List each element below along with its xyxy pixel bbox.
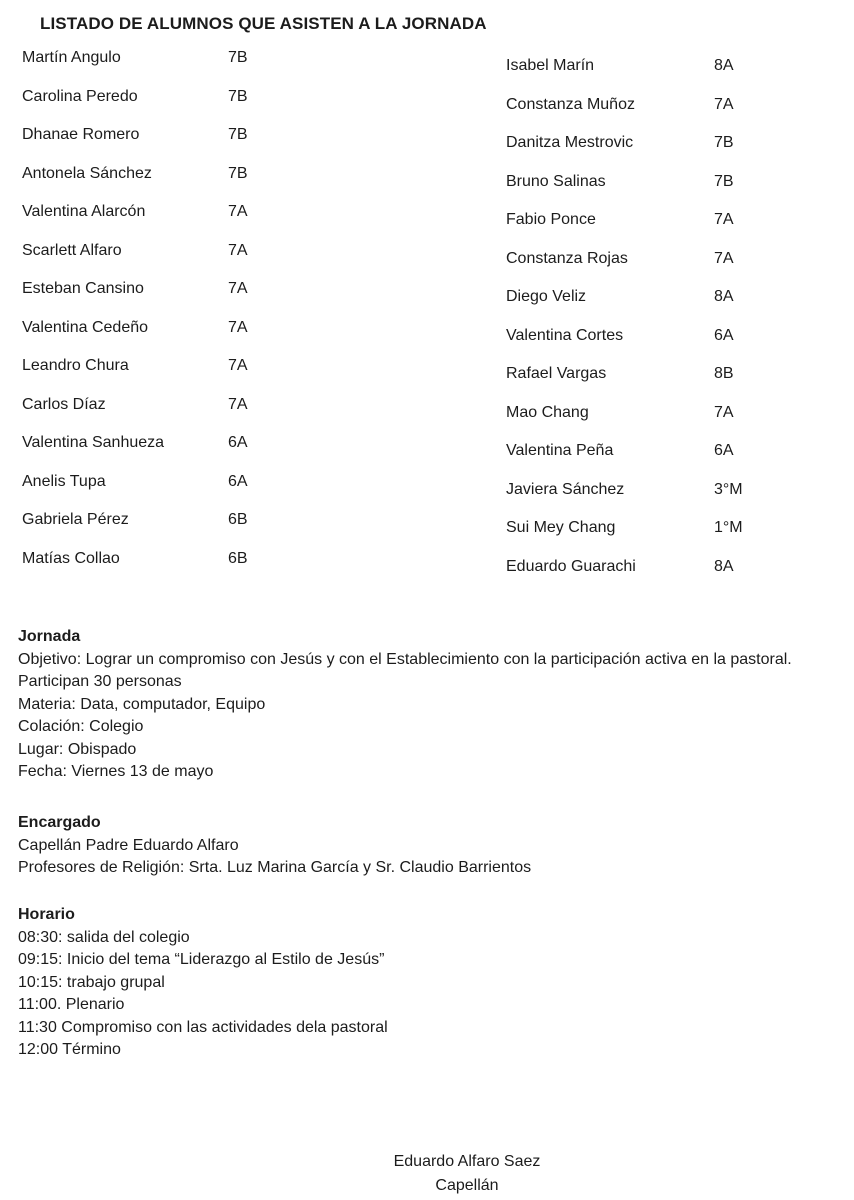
student-grade: 7A: [228, 241, 248, 259]
student-row: [22, 85, 322, 124]
horario-lines: [18, 927, 388, 1062]
student-grade: 6A: [228, 472, 248, 490]
student-row: [22, 354, 322, 393]
student-name: Valentina Cedeño: [22, 318, 149, 336]
student-name: Valentina Alarcón: [22, 203, 146, 220]
student-row: [22, 508, 322, 547]
signature-role: Capellán: [435, 1177, 499, 1194]
student-row: [22, 162, 322, 201]
student-grade: 7B: [228, 126, 248, 143]
student-name: Anelis Tupa: [22, 472, 106, 490]
student-name: Bruno Salinas: [506, 172, 606, 190]
student-grade: 3°M: [714, 480, 743, 498]
jornada-line: Participan 30 personas: [18, 673, 182, 690]
student-row: [506, 401, 806, 440]
student-grade: 1°M: [714, 519, 743, 536]
document-title: LISTADO DE ALUMNOS QUE ASISTEN A LA JORNADA: [40, 14, 487, 33]
student-name: Eduardo Guarachi: [506, 557, 636, 575]
encargado-line: Profesores de Religión: Srta. Luz Marina García y Sr. Claudio Barrientos: [18, 859, 532, 876]
student-grade: 7B: [228, 49, 248, 66]
student-grade: 7B: [714, 172, 734, 190]
student-name: Leandro Chura: [22, 357, 129, 374]
student-row: [22, 393, 322, 432]
student-row: [22, 277, 322, 316]
student-name: Valentina Peña: [506, 442, 614, 459]
horario-line: 10:15: trabajo grupal: [18, 973, 165, 991]
student-grade: 7B: [228, 164, 248, 182]
jornada-line: Colación: Colegio: [18, 718, 144, 735]
horario-line: 11:30 Compromiso con las actividades dela pastoral: [18, 1018, 388, 1036]
student-grade: 7A: [228, 203, 248, 220]
jornada-heading: Jornada: [18, 628, 81, 645]
student-row: [506, 439, 806, 478]
signature-block: [0, 1150, 854, 1198]
student-name: Valentina Cortes: [506, 326, 624, 344]
student-grade: 7A: [714, 95, 734, 113]
student-grade: 7B: [228, 87, 248, 105]
student-grade: 6B: [228, 549, 248, 567]
jornada-line: Lugar: Obispado: [18, 740, 137, 758]
jornada-section: [18, 626, 792, 784]
student-name: Javiera Sánchez: [506, 480, 625, 498]
student-list-right: [506, 54, 806, 593]
student-row: [22, 46, 322, 85]
student-row: [506, 478, 806, 517]
student-name: Esteban Cansino: [22, 280, 144, 297]
horario-line: 11:00. Plenario: [18, 996, 125, 1013]
student-row: [506, 555, 806, 594]
student-name: Constanza Rojas: [506, 249, 628, 267]
horario-section: [18, 904, 388, 1062]
student-row: [22, 316, 322, 355]
student-row: [22, 123, 322, 162]
student-grade: 8A: [714, 288, 734, 305]
student-grade: 7A: [228, 318, 248, 336]
student-row: [506, 247, 806, 286]
student-grade: 7A: [228, 395, 248, 413]
student-row: [506, 170, 806, 209]
encargado-lines: [18, 835, 531, 880]
student-grade: 7A: [714, 211, 734, 228]
student-name: Matías Collao: [22, 549, 120, 567]
student-name: Carlos Díaz: [22, 395, 106, 413]
student-row: [506, 93, 806, 132]
student-grade: 8B: [714, 365, 734, 382]
student-name: Mao Chang: [506, 403, 589, 421]
student-grade: 6A: [714, 442, 734, 459]
jornada-line: Objetivo: Lograr un compromiso con Jesús y con el Establecimiento con la participación activa en la pastoral.: [18, 650, 792, 668]
student-name: Constanza Muñoz: [506, 95, 635, 113]
student-name: Isabel Marín: [506, 57, 595, 74]
student-row: [22, 431, 322, 470]
student-row: [506, 516, 806, 555]
encargado-heading: Encargado: [18, 814, 101, 831]
student-grade: 6A: [228, 434, 248, 451]
student-list-left: [22, 46, 322, 585]
student-grade: 7A: [714, 403, 734, 421]
student-grade: 7A: [714, 249, 734, 267]
horario-line: 08:30: salida del colegio: [18, 928, 190, 946]
student-grade: 8A: [714, 557, 734, 575]
student-name: Diego Veliz: [506, 288, 587, 305]
student-name: Rafael Vargas: [506, 365, 607, 382]
student-row: [506, 362, 806, 401]
horario-heading: Horario: [18, 906, 75, 923]
jornada-line: Fecha: Viernes 13 de mayo: [18, 763, 214, 780]
student-grade: 7A: [228, 280, 248, 297]
student-row: [22, 547, 322, 586]
student-row: [22, 470, 322, 509]
student-name: Valentina Sanhueza: [22, 434, 165, 451]
student-grade: 7A: [228, 357, 248, 374]
student-name: Gabriela Pérez: [22, 511, 129, 528]
student-name: Dhanae Romero: [22, 126, 140, 143]
student-row: [506, 208, 806, 247]
signature-name: Eduardo Alfaro Saez: [393, 1153, 541, 1170]
student-row: [22, 239, 322, 278]
horario-line: 12:00 Término: [18, 1041, 121, 1058]
student-grade: 7B: [714, 134, 734, 151]
jornada-line: Materia: Data, computador, Equipo: [18, 695, 266, 713]
student-grade: 6A: [714, 326, 734, 344]
student-name: Sui Mey Chang: [506, 519, 616, 536]
student-row: [506, 285, 806, 324]
student-name: Carolina Peredo: [22, 87, 138, 105]
student-name: Fabio Ponce: [506, 211, 596, 228]
encargado-section: [18, 812, 531, 880]
student-row: [22, 200, 322, 239]
student-name: Martín Angulo: [22, 49, 121, 66]
student-name: Danitza Mestrovic: [506, 134, 634, 151]
student-row: [506, 54, 806, 93]
horario-line: 09:15: Inicio del tema “Liderazgo al Estilo de Jesús”: [18, 951, 385, 968]
student-grade: 6B: [228, 511, 248, 528]
student-name: Scarlett Alfaro: [22, 241, 122, 259]
student-grade: 8A: [714, 57, 734, 74]
student-name: Antonela Sánchez: [22, 164, 152, 182]
encargado-line: Capellán Padre Eduardo Alfaro: [18, 836, 239, 854]
jornada-lines: [18, 649, 792, 784]
student-row: [506, 131, 806, 170]
student-row: [506, 324, 806, 363]
